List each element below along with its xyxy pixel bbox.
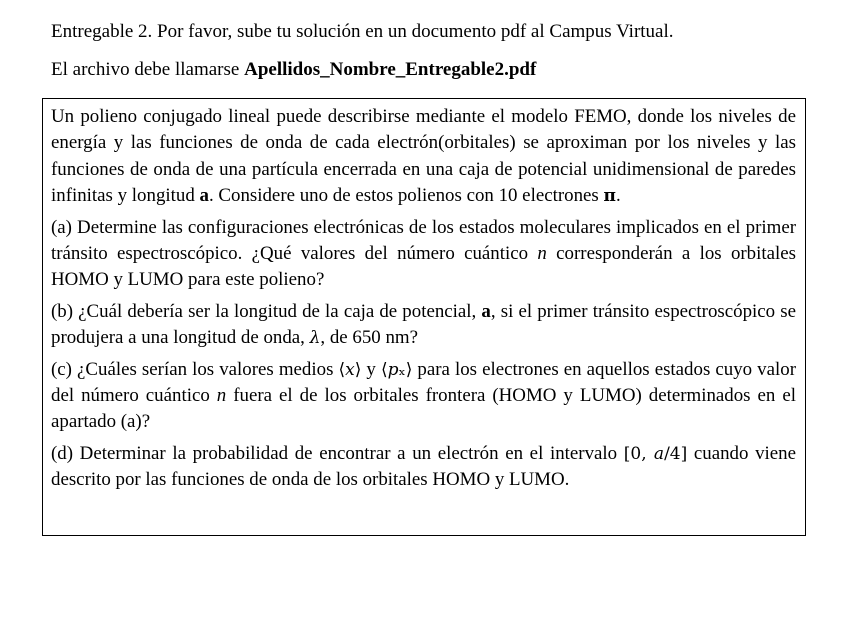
question-b-text-1: (b) ¿Cuál debería ser la longitud de la caja de potencial,	[51, 300, 482, 322]
problem-intro	[51, 104, 796, 210]
question-d-text-1: (d) Determinar la probabilidad de encontrar a un electrón en el intervalo	[51, 442, 624, 464]
question-a	[51, 215, 796, 294]
intro-text-1: Un polieno conjugado lineal puede describirse mediante el modelo FEMO, donde los niveles de energía y las funciones de onda de cada electrón(orbitales) se aproximan por los niveles y las funciones de onda de una partícula encerrada en una caja de potencial unidimensional de paredes infinitas y longitud	[51, 106, 796, 207]
instructions-line	[51, 21, 674, 43]
filename-value: Apellidos_Nombre_Entregable2.pdf	[244, 59, 537, 80]
intro-pi: π	[603, 186, 616, 207]
question-b-text-2: , si el primer tránsito espectroscópico se produjera a una longitud de onda,	[51, 300, 796, 349]
question-c-text-2: para los electrones en aquellos estados cuyo valor del número cuántico	[51, 358, 796, 407]
question-a-n: n	[537, 243, 547, 265]
intro-end: .	[615, 185, 621, 207]
question-b-lambda: λ	[309, 328, 321, 349]
question-c-x: ⟨𝑥⟩	[338, 359, 362, 380]
question-d	[51, 441, 796, 494]
question-b-text-3: , de 650 nm?	[320, 327, 418, 349]
question-a-text-1: (a) Determine las configuraciones electrónicas de los estados moleculares implicados en el primer tránsito espectroscópico. ¿Qué valores del número cuántico	[51, 216, 796, 265]
intro-a: a	[199, 185, 209, 207]
question-a-text-2: corresponderán a los orbitales HOMO y LUMO para este polieno?	[51, 243, 796, 291]
question-b	[51, 299, 796, 352]
question-c-n: n	[216, 385, 227, 407]
question-b-a: a	[481, 300, 491, 322]
filename-prefix: El archivo debe llamarse	[51, 59, 245, 80]
question-c-px: ⟨𝑝ₓ⟩	[380, 359, 413, 380]
question-c	[51, 357, 796, 436]
question-c-text-1: (c) ¿Cuáles serían los valores medios	[51, 358, 339, 380]
question-d-interval: [0, 𝑎/4]	[623, 443, 688, 464]
question-d-text-2: cuando viene descrito por las funciones de onda de los orbitales HOMO y LUMO.	[51, 442, 796, 491]
instructions-text: Entregable 2. Por favor, sube tu solución en un documento pdf al Campus Virtual.	[51, 21, 674, 42]
intro-text-2: . Considere uno de estos polienos con 10 electrones	[208, 185, 604, 207]
problem-box	[42, 98, 806, 536]
filename-line	[51, 59, 536, 81]
question-c-text-3: fuera el de los orbitales frontera (HOMO y LUMO) determinados en el apartado (a)?	[51, 385, 796, 433]
question-c-and: y	[361, 358, 381, 380]
